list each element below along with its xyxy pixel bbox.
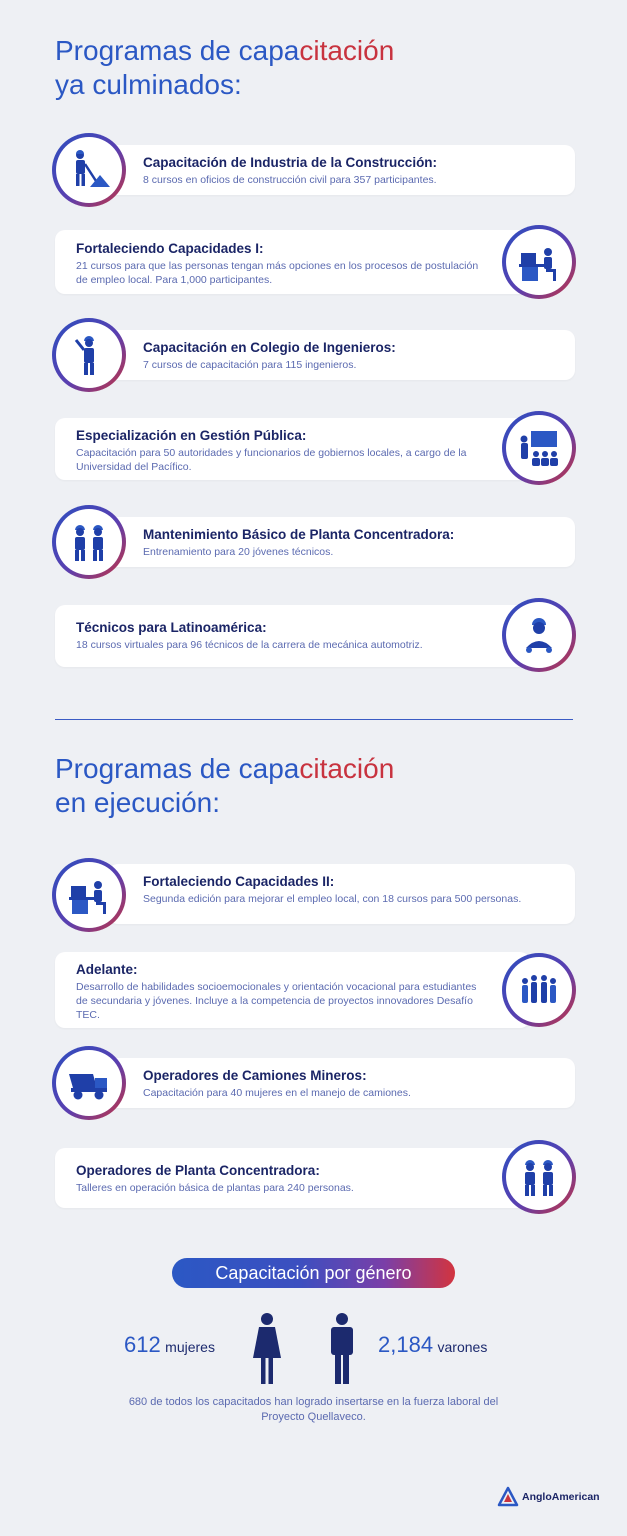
classroom-icon <box>502 411 576 485</box>
desk-worker-icon <box>502 225 576 299</box>
program-description: 21 cursos para que las personas tengan más opciones en los procesos de postulación de empleo local. Para 1,000 participantes. <box>76 260 479 286</box>
program-description: 8 cursos en oficios de construcción civil para 357 participantes. <box>143 174 437 186</box>
program-title: Técnicos para Latinoamérica: <box>76 620 267 635</box>
program-card <box>55 605 530 667</box>
mechanic-icon <box>502 598 576 672</box>
women-count: 612 <box>124 1332 161 1357</box>
engineer-icon <box>52 318 126 392</box>
women-label: mujeres <box>165 1339 215 1355</box>
program-card <box>55 952 530 1028</box>
program-description: 18 cursos virtuales para 96 técnicos de la carrera de mecánica automotriz. <box>76 639 423 651</box>
brand-name: AngloAmerican <box>522 1491 600 1503</box>
program-title: Operadores de Camiones Mineros: <box>143 1068 367 1083</box>
program-title: Fortaleciendo Capacidades I: <box>76 241 264 256</box>
program-title: Operadores de Planta Concentradora: <box>76 1163 320 1178</box>
program-card <box>55 418 530 480</box>
program-description: Capacitación para 50 autoridades y funcionarios de gobiernos locales, a cargo de la Universidad del Pacífico. <box>76 447 467 473</box>
section-title-ongoing: Programas de capacitación en ejecución: <box>55 753 395 818</box>
program-card <box>108 330 575 380</box>
program-description: Segunda edición para mejorar el empleo local, con 18 cursos para 500 personas. <box>143 893 522 905</box>
desk-worker-icon <box>52 858 126 932</box>
program-card <box>108 864 575 924</box>
program-description: Entrenamiento para 20 jóvenes técnicos. <box>143 546 334 558</box>
construction-worker-icon <box>52 133 126 207</box>
technicians-icon <box>52 505 126 579</box>
woman-icon <box>250 1312 284 1386</box>
program-title: Mantenimiento Básico de Planta Concentradora: <box>143 527 455 542</box>
program-description: Talleres en operación básica de plantas para 240 personas. <box>76 1182 354 1194</box>
program-title: Fortaleciendo Capacidades II: <box>143 874 335 889</box>
program-description: Capacitación para 40 mujeres en el manejo de camiones. <box>143 1087 411 1099</box>
section-title-completed: Programas de capacitación ya culminados: <box>55 35 395 100</box>
technicians-icon <box>502 1140 576 1214</box>
brand-logo <box>497 1486 600 1508</box>
section-divider <box>55 719 573 720</box>
man-icon <box>327 1312 357 1386</box>
employment-footnote: 680 de todos los capacitados han logrado insertarse en la fuerza laboral del Proyecto Quellaveco. <box>128 1396 499 1423</box>
program-description: 7 cursos de capacitación para 115 ingenieros. <box>143 359 357 371</box>
men-label: varones <box>437 1339 488 1355</box>
program-card <box>55 230 530 294</box>
program-title: Capacitación en Colegio de Ingenieros: <box>143 340 396 355</box>
program-title: Capacitación de Industria de la Construcción: <box>143 155 438 170</box>
program-card <box>108 145 575 195</box>
mining-truck-icon <box>52 1046 126 1120</box>
program-title: Adelante: <box>76 962 138 977</box>
anglo-american-logo-icon <box>497 1486 519 1508</box>
program-card <box>55 1148 530 1208</box>
program-description: Desarrollo de habilidades socioemocionales y orientación vocacional para estudiantes de secundaria y jóvenes. Incluye a la competencia de proyectos innovadores Desafío TEC. <box>76 981 477 1021</box>
women-stat <box>124 1332 215 1358</box>
men-count: 2,184 <box>378 1332 434 1357</box>
gender-title-pill: Capacitación por género <box>172 1258 455 1288</box>
program-title: Especialización en Gestión Pública: <box>76 428 307 443</box>
program-card <box>108 1058 575 1108</box>
men-stat <box>378 1332 487 1358</box>
students-group-icon <box>502 953 576 1027</box>
program-card <box>108 517 575 567</box>
